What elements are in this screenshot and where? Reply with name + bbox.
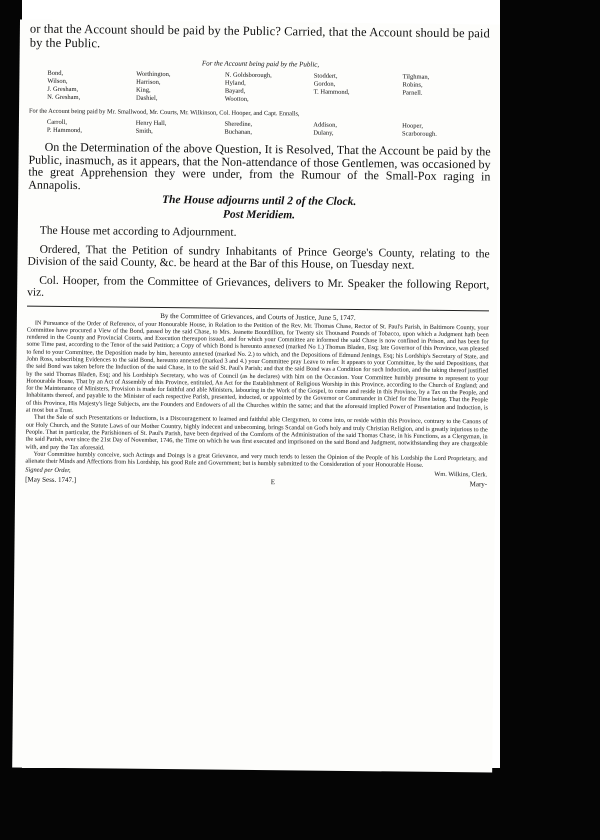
member-name: Buchanan,	[224, 128, 253, 136]
member-name: P. Hammond,	[46, 126, 83, 135]
member-name: Tilghman,	[402, 73, 430, 81]
for-public-header: For the Account being paid by the Public,	[201, 59, 320, 69]
member-name: T. Hammond,	[313, 88, 350, 96]
member-name: Addison,	[313, 121, 338, 129]
scan-border-right	[500, 0, 600, 840]
determination-paragraph: On the Determination of the above Question, It is Resolved, That the Account be paid by the Public, inasmuch, as it appears, that the Non-attendance of those Gentlemen, was occasioned by the great Apprehension they were under, from the Rumour of the Small-Pox raging in Annapolis.	[28, 139, 491, 192]
scan-border-bottom	[0, 768, 600, 840]
footer-catchword: Mary-	[469, 480, 488, 489]
member-name: Harrison,	[136, 78, 161, 86]
member-name: Dashiel,	[135, 94, 158, 102]
member-name: Bond,	[47, 69, 64, 77]
post-meridiem: Post Meridiem.	[222, 208, 296, 222]
report-paragraph: Your Committee humbly conceive, such Actings and Doings is a great Grievance, and very much tends to lessen the Opinion of the People of his Lordship the Lord Proprietary, and alienate their Minds and Affections from his Lordship, his good Rule and Government; but is humbly submitted to the Consideration of your Honourable House.	[25, 450, 488, 469]
for-public-names	[47, 70, 491, 107]
report-header: By the Committee of Grievances, and Courts of Justice, June 5, 1747.	[160, 311, 356, 322]
member-name: Stoddert,	[313, 72, 338, 80]
page-content	[25, 20, 492, 489]
footer-signature-mark: E	[270, 478, 276, 487]
member-name: Worthington,	[136, 70, 171, 79]
member-name: Bayard,	[224, 87, 246, 95]
member-name: N. Gresham,	[47, 93, 81, 102]
hooper-paragraph: Col. Hooper, from the Committee of Grievances, delivers to Mr. Speaker the following Report, viz.	[27, 274, 490, 299]
member-name: Parnell.	[402, 89, 423, 97]
adjourns-line: The House adjourns until 2 of the Clock.	[161, 193, 357, 209]
member-name: Hooper,	[402, 122, 424, 130]
member-name: Scarborough.	[401, 130, 437, 138]
member-name: King,	[136, 86, 151, 94]
member-name: Henry Hall,	[135, 119, 167, 128]
member-name: Hyland,	[224, 79, 246, 87]
member-name: Smith,	[135, 127, 153, 135]
document-page	[12, 19, 500, 772]
member-name: Robins,	[402, 81, 423, 89]
member-name: N. Goldsborough,	[224, 71, 272, 80]
footer-session: [May Sess. 1747.]	[25, 476, 77, 485]
report-body	[25, 319, 489, 470]
member-name	[314, 97, 403, 106]
house-met: The House met according to Adjournment.	[39, 224, 237, 239]
member-name: Wootton,	[224, 95, 249, 103]
member-name: Wilson,	[47, 77, 68, 85]
signed-label: Signed per Order,	[25, 467, 71, 475]
member-name: Gordon,	[313, 80, 336, 88]
for-smallwood-names	[47, 119, 491, 140]
lead-text: or that the Account should be paid by the Public? Carried, that the Account should be paid by the Public.	[29, 21, 490, 51]
member-name	[402, 97, 491, 106]
report-paragraph: IN Pursuance of the Order of Reference, of your Honourable House, in Relation to the Petition of the Rev. Mr. Thomas Chase, Rector of St. Paul's Parish, in Baltimore County, your Committee have procured a View of the Bond, passed by the said Chase, to Mrs. Jeanette Bourdillion, for Twenty six Thousand Pounds of Tobacco, upon which a Judgment hath been rendered in the County and Provincial Courts, and Execution thereupon issued, and for which your Committee are informed the said Chase is now confined in Prison, and has been for some Time past, according to the Tenor of the said Petition; a Copy of which Bond is hereunto annexed (marked No 1.) Thomas Bladen, Esq; late Governor of this Province, was pleased to fend to your Committee, the Deposition made by him, hereunto annexed (marked No. 2.) to which, and the Depositions of Edmund Jenings, Esq; his Lordship's Secretary of State, and John Ross, subscribing Evidences to the said Bond, hereunto annexed (marked 3 and 4.) your Committee pray Leave to refer. It appears to your Committee, by the said Depositions, that the said Bond was taken before the Induction of the said Chase, in to the said St. Paul's Parish; and that the said Bond was a Condition for such Induction, and the taking thereof justified by the said Thomas Bladen, Esq; and his Lordship's Secretary, who was of Council (as he declares) with him on the Occasion. Your Committee humbly presume to represent to your Honourable House, That by an Act of Assembly of this Province, entituled, An Act for the Establishment of Religious Worship in this Province, according to the Church of England; and for the Maintenance of Ministers, Provision is made for faithful and able Ministers, labouring in the Work of the Gospel, to come and reside in this Province, by a Tax on the People, and Inhabitants thereof, and payable to the Minister of each respective Parish, presented, inducted, or appointed by the Governor or Commander in Chief for the Time being. That the People of this Province, His Majesty's liege Subjects, are the Founders and Endowers of all the Churches within the same; and that the aforesaid implied Power of Presentation and Induction, is at most but a Trust.	[25, 319, 489, 415]
for-smallwood-header: For the Account being paid by Mr. Smallwood, Mr. Courts, Mr. Wilkinson, Col. Hooper, and Capt. Ennalls,	[29, 107, 300, 118]
member-name: J. Gresham,	[47, 85, 79, 94]
ordered-paragraph: Ordered, That the Petition of sundry Inhabitants of Prince George's County, relating to the Division of the said County, &c. be heard at the Bar of this House, on Tuesday next.	[27, 243, 490, 272]
member-name: Dulany,	[313, 129, 334, 137]
member-name: Sheredine,	[224, 120, 253, 128]
report-paragraph: That the Sale of such Presentations or Inductions, is a Discouragement to learned and faithful able Clergymen, to come into, or reside within this Province, contrary to the Canons of our Holy Church, and the Statute Laws of our Mother Country, highly indecent and unbecoming, brings Scandal on God's holy and truly Christian Religion, and is greatly injurious to the People. That in particular, the Parishioners of St. Paul's Parish, have been deprived of the Comforts of the Administration of the said Thomas Chase, in his Functions, as a Clergyman, in the said Parish, ever since the 21st Day of November, 1746, the Time on which he was first executed and imprisoned on the said Bond and Judgment, notwithstanding they are chargeable with, and pay the Tax aforesaid.	[25, 414, 488, 451]
clerk-name: Wm. Wilkins, Clerk.	[434, 471, 488, 479]
member-name: Carroll,	[46, 118, 68, 126]
